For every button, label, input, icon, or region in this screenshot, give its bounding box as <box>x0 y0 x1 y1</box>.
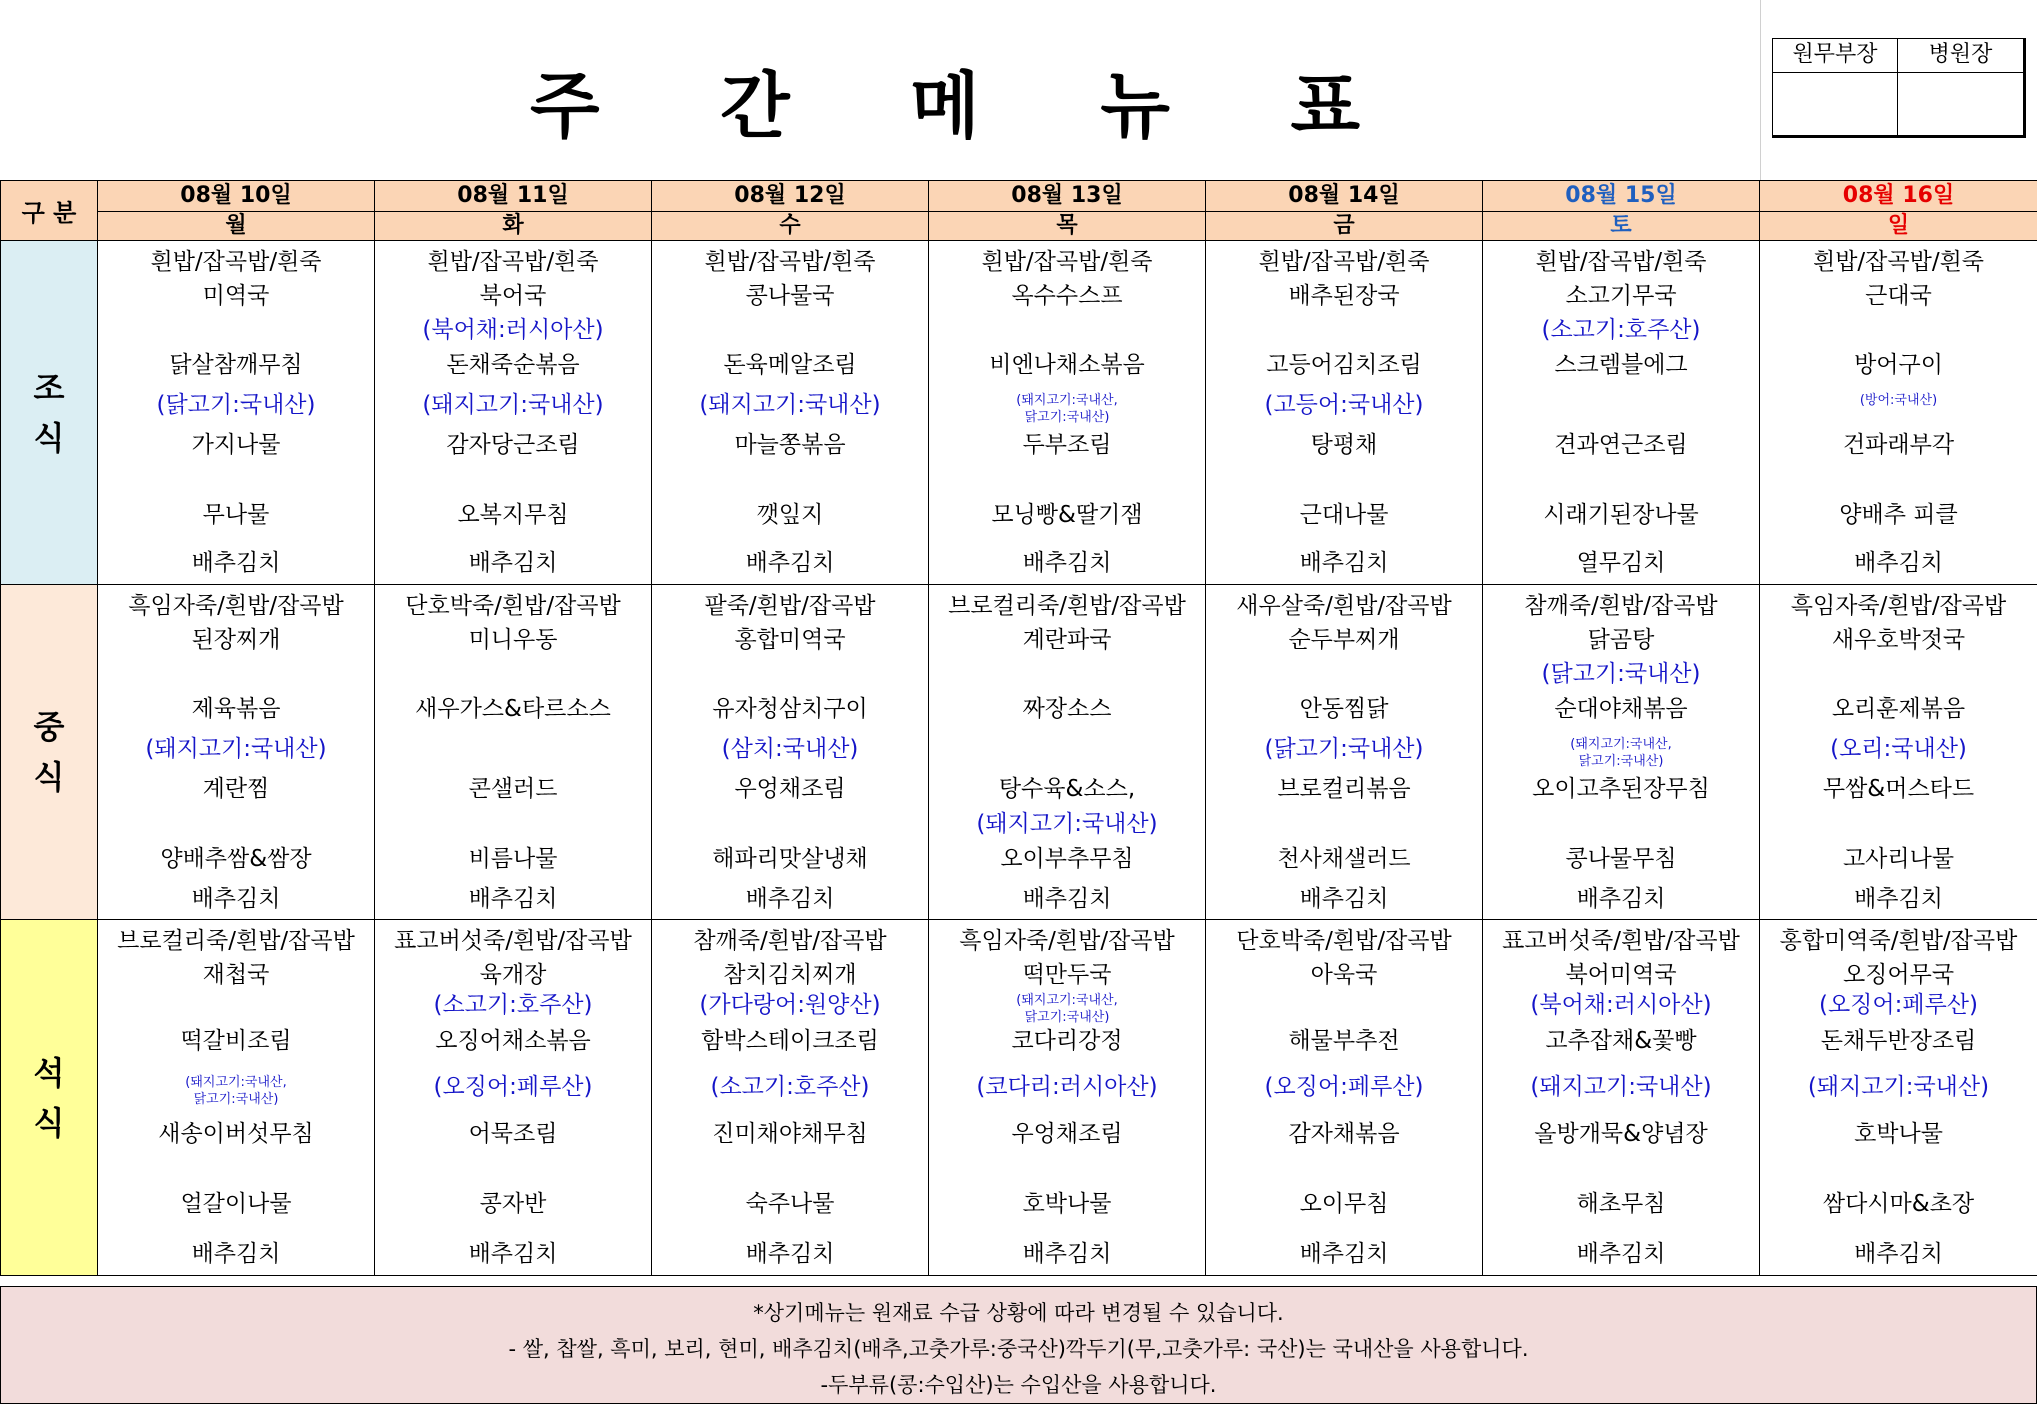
breakfast-menu-cell <box>652 241 929 585</box>
menu-item: 재첩국 <box>202 962 270 988</box>
menu-item: 무나물 <box>202 502 270 528</box>
menu-item: 닭살참깨무침 <box>169 352 303 378</box>
menu-item: 오이고추된장무침 <box>1532 776 1710 802</box>
menu-item: 흰밥/잡곡밥/흰죽 <box>981 249 1153 275</box>
title-char: 간 <box>720 64 790 148</box>
menu-item: 브로컬리볶음 <box>1277 776 1411 802</box>
menu-item: 배추김치 <box>1854 886 1943 912</box>
menu-item: 배추김치 <box>1854 1241 1943 1267</box>
origin-note: (삼치:국내산) <box>721 736 859 762</box>
menu-item: 올방개묵&양념장 <box>1534 1121 1708 1147</box>
menu-item: 깻잎지 <box>756 502 824 528</box>
origin-note: (오리:국내산) <box>1830 736 1967 762</box>
breakfast-menu-cell <box>98 241 375 585</box>
menu-item: 배추김치 <box>1299 1241 1389 1267</box>
menu-item: 근대나물 <box>1299 502 1389 528</box>
breakfast-menu-cell <box>375 241 652 585</box>
origin-note: (돼지고기:국내산) <box>422 392 604 418</box>
lunch-menu-cell <box>98 585 375 920</box>
menu-item: 배추김치 <box>1299 550 1389 576</box>
origin-note: (코다리:러시아산) <box>976 1074 1158 1100</box>
origin-note: (오징어:페루산) <box>433 1074 593 1100</box>
menu-item: 배추김치 <box>1576 1241 1666 1267</box>
breakfast-label: 조 식 <box>1 241 98 585</box>
dinner-menu-cell <box>1760 920 2037 1276</box>
menu-item: 배추김치 <box>1022 886 1112 912</box>
menu-item: 떡만두국 <box>1022 962 1112 988</box>
origin-note: (소고기:호주산) <box>433 992 593 1018</box>
menu-item: 된장찌개 <box>191 627 281 653</box>
origin-note: (돼지고기:국내산, 닭고기:국내산) <box>1016 993 1118 1025</box>
menu-item: 새우호박젓국 <box>1831 627 1966 653</box>
dinner-menu-cell <box>98 920 375 1276</box>
menu-item: 해파리맛살냉채 <box>712 846 868 872</box>
menu-item: 콩나물국 <box>745 283 835 309</box>
menu-item: 함박스테이크조림 <box>701 1028 879 1054</box>
breakfast-menu-cell <box>1483 241 1760 585</box>
origin-note: (돼지고기:국내산) <box>145 736 327 762</box>
menu-item: 미역국 <box>202 283 270 309</box>
menu-item: 유자청삼치구이 <box>712 696 868 722</box>
menu-item: 배추김치 <box>191 886 281 912</box>
weekday-header: 수 <box>652 212 929 241</box>
menu-item: 아욱국 <box>1310 962 1378 988</box>
origin-note: (북어채:러시아산) <box>1530 992 1712 1018</box>
weekday-header: 화 <box>375 212 652 241</box>
approval-title-director: 병원장 <box>1898 39 2023 73</box>
date-header: 08월 11일 <box>375 181 652 212</box>
menu-item: 배추김치 <box>1022 1241 1112 1267</box>
menu-item: 순두부찌개 <box>1288 627 1400 653</box>
date-header: 08월 15일 <box>1483 181 1760 212</box>
dinner-menu-cell <box>652 920 929 1276</box>
menu-item: 미니우동 <box>468 627 558 653</box>
menu-item: 홍합미역죽/흰밥/잡곡밥 <box>1779 928 2018 954</box>
menu-item: 콩자반 <box>479 1191 547 1217</box>
footer-note: -두부류(콩:수입산)는 수입산을 사용합니다. <box>820 1373 1217 1397</box>
menu-item: 해물부추전 <box>1288 1028 1400 1054</box>
menu-item: 팥죽/흰밥/잡곡밥 <box>704 593 876 619</box>
date-header: 08월 13일 <box>929 181 1206 212</box>
menu-item: 어묵조림 <box>468 1121 558 1147</box>
menu-item: 돈채두반장조림 <box>1820 1028 1977 1054</box>
menu-item: 무쌈&머스타드 <box>1822 776 1975 802</box>
menu-item: 탕평채 <box>1310 432 1378 458</box>
divider <box>1760 0 1761 180</box>
menu-item: 짜장소스 <box>1022 696 1112 722</box>
origin-note: (닭고기:국내산) <box>1541 661 1701 687</box>
menu-item: 비름나물 <box>468 846 558 872</box>
menu-item: 흰밥/잡곡밥/흰죽 <box>427 249 599 275</box>
menu-item: 가지나물 <box>191 432 281 458</box>
menu-item: 시래기된장나물 <box>1543 502 1699 528</box>
menu-item: 계란찜 <box>202 776 270 802</box>
lunch-menu-cell <box>375 585 652 920</box>
menu-item: 표고버섯죽/흰밥/잡곡밥 <box>1502 928 1740 954</box>
origin-note: (소고기:호주산) <box>1541 317 1701 343</box>
date-header: 08월 16일 <box>1760 181 2037 212</box>
page-title <box>530 48 1360 152</box>
menu-item: 오징어채소볶음 <box>435 1028 591 1054</box>
menu-item: 고사리나물 <box>1842 846 1955 872</box>
menu-item: 천사채샐러드 <box>1277 846 1411 872</box>
origin-note: (닭고기:국내산) <box>156 392 316 418</box>
weekday-header: 목 <box>929 212 1206 241</box>
approval-box <box>1772 38 2026 138</box>
approval-title-manager: 원무부장 <box>1773 39 1898 73</box>
origin-note: (방어:국내산) <box>1859 393 1938 408</box>
menu-item: 배추된장국 <box>1288 283 1400 309</box>
menu-item: 배추김치 <box>745 1241 835 1267</box>
menu-item: 흰밥/잡곡밥/흰죽 <box>150 249 322 275</box>
menu-item: 돈채죽순볶음 <box>446 352 580 378</box>
menu-item: 숙주나물 <box>745 1191 835 1217</box>
menu-item: 배추김치 <box>1576 886 1666 912</box>
menu-item: 흰밥/잡곡밥/흰죽 <box>1812 249 1985 275</box>
menu-item: 단호박죽/흰밥/잡곡밥 <box>1236 928 1452 954</box>
menu-item: 감자당근조림 <box>446 432 580 458</box>
menu-item: 새송이버섯무침 <box>158 1121 314 1147</box>
approval-sign-manager[interactable] <box>1773 73 1898 135</box>
origin-note: (돼지고기:국내산, 닭고기:국내산) <box>185 1075 287 1107</box>
origin-note: (닭고기:국내산) <box>1264 736 1424 762</box>
menu-item: 오리훈제볶음 <box>1831 696 1966 722</box>
menu-item: 북어미역국 <box>1565 962 1677 988</box>
menu-item: 열무김치 <box>1576 550 1666 576</box>
menu-item: 배추김치 <box>1022 550 1112 576</box>
menu-item: 얼갈이나물 <box>180 1191 292 1217</box>
menu-item: 오복지무침 <box>457 502 569 528</box>
menu-item: 제육볶음 <box>191 696 281 722</box>
breakfast-menu-cell <box>1760 241 2037 585</box>
origin-note: (고등어:국내산) <box>1264 392 1424 418</box>
menu-item: 브로컬리죽/흰밥/잡곡밥 <box>948 593 1186 619</box>
menu-item: 근대국 <box>1865 283 1932 309</box>
origin-note: (돼지고기:국내산) <box>976 811 1158 837</box>
menu-item: 배추김치 <box>468 1241 558 1267</box>
menu-item: 배추김치 <box>191 1241 281 1267</box>
approval-sign-director[interactable] <box>1898 73 2023 135</box>
lunch-menu-cell <box>1760 585 2037 920</box>
menu-item: 홍합미역국 <box>734 627 846 653</box>
menu-item: 배추김치 <box>745 550 835 576</box>
origin-note: (돼지고기:국내산, 닭고기:국내산) <box>1570 737 1672 769</box>
menu-item: 돈육메알조림 <box>723 352 857 378</box>
menu-item: 쌈다시마&초장 <box>1822 1191 1975 1217</box>
menu-item: 오징어무국 <box>1842 962 1955 988</box>
menu-item: 새우가스&타르소스 <box>415 696 611 722</box>
menu-item: 흑임자죽/흰밥/잡곡밥 <box>128 593 344 619</box>
dinner-menu-cell <box>1483 920 1760 1276</box>
weekday-header: 일 <box>1760 212 2037 241</box>
origin-note: (돼지고기:국내산) <box>1530 1074 1712 1100</box>
menu-item: 호박나물 <box>1854 1121 1943 1147</box>
date-header: 08월 10일 <box>98 181 375 212</box>
menu-item: 닭곰탕 <box>1587 627 1655 653</box>
origin-note: (소고기:호주산) <box>710 1074 870 1100</box>
menu-item: 북어국 <box>479 283 547 309</box>
dinner-label: 석 식 <box>1 920 98 1276</box>
weekday-header: 금 <box>1206 212 1483 241</box>
menu-item: 표고버섯죽/흰밥/잡곡밥 <box>394 928 632 954</box>
menu-item: 오이부추무침 <box>1000 846 1134 872</box>
menu-item: 배추김치 <box>1854 550 1943 576</box>
menu-item: 오이무침 <box>1299 1191 1389 1217</box>
menu-item: 두부조림 <box>1022 432 1112 458</box>
menu-item: 소고기무국 <box>1565 283 1677 309</box>
menu-item: 흰밥/잡곡밥/흰죽 <box>704 249 876 275</box>
date-header: 08월 14일 <box>1206 181 1483 212</box>
menu-item: 고등어김치조림 <box>1266 352 1422 378</box>
origin-note: (돼지고기:국내산, 닭고기:국내산) <box>1016 393 1118 425</box>
menu-item: 흑임자죽/흰밥/잡곡밥 <box>959 928 1175 954</box>
section-header: 구 분 <box>1 181 98 241</box>
menu-item: 고추잡채&꽃빵 <box>1545 1028 1697 1054</box>
menu-item: 배추김치 <box>191 550 281 576</box>
menu-item: 계란파국 <box>1022 627 1112 653</box>
menu-item: 새우살죽/흰밥/잡곡밥 <box>1236 593 1452 619</box>
lunch-menu-cell <box>652 585 929 920</box>
footer-note: *상기메뉴는 원재료 수급 상황에 따라 변경될 수 있습니다. <box>753 1301 1284 1325</box>
date-header: 08월 12일 <box>652 181 929 212</box>
menu-item: 탕수육&소스, <box>998 776 1136 802</box>
menu-table <box>0 180 2037 1276</box>
origin-note: (북어채:러시아산) <box>422 317 604 343</box>
menu-item: 우엉채조림 <box>734 776 846 802</box>
menu-item: 브로컬리죽/흰밥/잡곡밥 <box>117 928 355 954</box>
breakfast-menu-cell <box>929 241 1206 585</box>
menu-item: 견과연근조림 <box>1554 432 1688 458</box>
menu-item: 우엉채조림 <box>1011 1121 1123 1147</box>
title-area <box>0 0 2037 180</box>
menu-item: 건파래부각 <box>1842 432 1955 458</box>
menu-item: 양배추쌈&쌈장 <box>160 846 312 872</box>
menu-item: 마늘쫑볶음 <box>734 432 846 458</box>
menu-item: 감자채볶음 <box>1288 1121 1400 1147</box>
menu-item: 호박나물 <box>1022 1191 1112 1217</box>
title-char: 주 <box>530 64 600 148</box>
menu-item: 배추김치 <box>468 550 558 576</box>
lunch-menu-cell <box>1483 585 1760 920</box>
menu-item: 흰밥/잡곡밥/흰죽 <box>1258 249 1430 275</box>
breakfast-menu-cell <box>1206 241 1483 585</box>
menu-item: 콘샐러드 <box>468 776 558 802</box>
menu-item: 배추김치 <box>1299 886 1389 912</box>
origin-note: (돼지고기:국내산) <box>1807 1074 1990 1100</box>
menu-item: 참치김치찌개 <box>723 962 857 988</box>
menu-item: 안동찜닭 <box>1299 696 1389 722</box>
menu-item: 떡갈비조림 <box>180 1028 292 1054</box>
footer-note: - 쌀, 찹쌀, 흑미, 보리, 현미, 배추김치(배추,고춧가루:중국산)깍두기(무,고춧가루: 국산)는 국내산을 사용합니다. <box>508 1337 1529 1361</box>
lunch-menu-cell <box>1206 585 1483 920</box>
menu-item: 콩나물무침 <box>1565 846 1677 872</box>
weekday-header: 월 <box>98 212 375 241</box>
origin-note: (가다랑어:원양산) <box>699 992 881 1018</box>
footer-notes <box>0 1286 2037 1404</box>
menu-item: 배추김치 <box>745 886 835 912</box>
title-char: 뉴 <box>1100 64 1170 148</box>
origin-note: (돼지고기:국내산) <box>699 392 881 418</box>
origin-note: (오징어:페루산) <box>1264 1074 1424 1100</box>
menu-item: 육개장 <box>479 962 547 988</box>
menu-item: 비엔나채소볶음 <box>989 352 1145 378</box>
origin-note: (오징어:페루산) <box>1818 992 1978 1018</box>
menu-item: 스크렘블에그 <box>1554 352 1688 378</box>
menu-item: 해초무침 <box>1576 1191 1666 1217</box>
title-char: 표 <box>1290 64 1360 148</box>
menu-item: 단호박죽/흰밥/잡곡밥 <box>405 593 621 619</box>
menu-item: 방어구이 <box>1854 352 1943 378</box>
menu-item: 모닝빵&딸기잼 <box>991 502 1143 528</box>
menu-item: 흑임자죽/흰밥/잡곡밥 <box>1790 593 2007 619</box>
menu-item: 양배추 피클 <box>1839 502 1958 528</box>
weekday-header: 토 <box>1483 212 1760 241</box>
menu-item: 배추김치 <box>468 886 558 912</box>
title-char: 메 <box>910 64 980 148</box>
menu-item: 참깨죽/흰밥/잡곡밥 <box>693 928 887 954</box>
dinner-menu-cell <box>1206 920 1483 1276</box>
lunch-label: 중 식 <box>1 585 98 920</box>
menu-item: 옥수수스프 <box>1011 283 1123 309</box>
menu-item: 순대야채볶음 <box>1554 696 1688 722</box>
menu-item: 참깨죽/흰밥/잡곡밥 <box>1524 593 1718 619</box>
menu-item: 진미채야채무침 <box>712 1121 868 1147</box>
lunch-menu-cell <box>929 585 1206 920</box>
dinner-menu-cell <box>375 920 652 1276</box>
dinner-menu-cell <box>929 920 1206 1276</box>
menu-item: 흰밥/잡곡밥/흰죽 <box>1535 249 1707 275</box>
menu-item: 코다리강정 <box>1011 1028 1123 1054</box>
